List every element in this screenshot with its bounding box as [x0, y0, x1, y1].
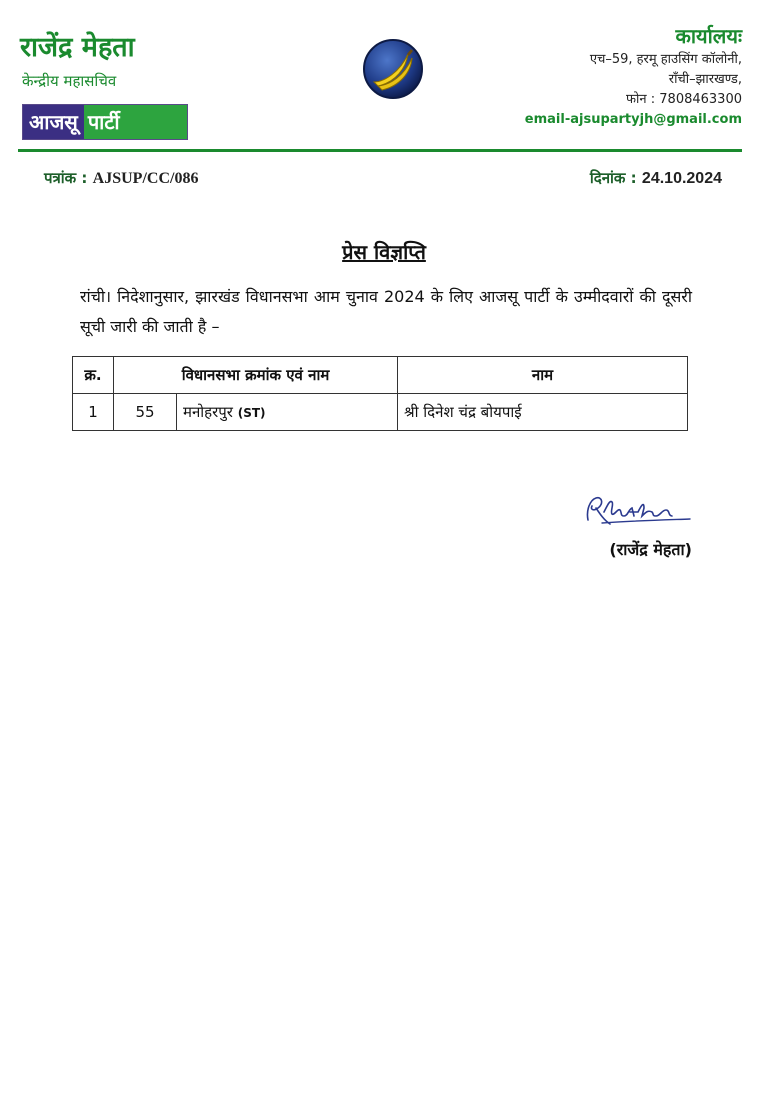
candidate-table — [72, 356, 688, 431]
row-serial: 1 — [73, 394, 114, 431]
party-banner-part1: आजसू — [23, 105, 84, 139]
office-address-block — [482, 22, 742, 130]
reference-label: पत्रांक : — [44, 169, 88, 187]
header-candidate: नाम — [398, 357, 688, 394]
office-title: कार्यालयः — [675, 24, 742, 48]
date-label: दिनांक : — [589, 169, 637, 187]
table-row — [73, 394, 688, 431]
office-email: email-ajsupartyjh@gmail.com — [524, 112, 742, 127]
document-heading: प्रेस विज्ञप्ति — [342, 240, 426, 264]
office-address-line1: एच–59, हरमू हाउसिंग कॉलोनी, — [589, 52, 742, 67]
banana-emblem-icon — [362, 38, 424, 100]
header-constituency: विधानसभा क्रमांक एवं नाम — [114, 357, 398, 394]
party-logo-banner — [22, 104, 188, 140]
header-divider — [18, 149, 742, 152]
row-category: (ST) — [237, 406, 266, 420]
party-banner-part2: पार्टी — [84, 105, 187, 139]
header-serial: क्र. — [73, 357, 114, 394]
handwritten-signature — [582, 490, 694, 530]
sender-designation: केन्द्रीय महासचिव — [22, 72, 117, 90]
row-candidate: श्री दिनेश चंद्र बोयपाई — [398, 394, 688, 431]
date-value: 24.10.2024 — [641, 170, 722, 187]
office-address-line2: राँची–झारखण्ड, — [668, 72, 742, 87]
sender-name: राजेंद्र मेहता — [20, 32, 135, 63]
letter-date — [590, 168, 722, 188]
body-paragraph: रांची। निदेशानुसार, झारखंड विधानसभा आम चुनाव 2024 के लिए आजसू पार्टी के उम्मीदवारों की दूसरी सूची जारी की जाती है – — [80, 287, 692, 336]
row-constituency-name: मनोहरपुर — [183, 403, 233, 421]
office-phone: फोन : 7808463300 — [626, 92, 742, 107]
reference-number — [44, 168, 198, 188]
row-constituency-name-cell — [177, 394, 398, 431]
signer-name: (राजेंद्र मेहता) — [609, 540, 692, 559]
reference-value: AJSUP/CC/086 — [92, 170, 199, 187]
table-header-row — [73, 357, 688, 394]
row-constituency-number: 55 — [114, 394, 177, 431]
